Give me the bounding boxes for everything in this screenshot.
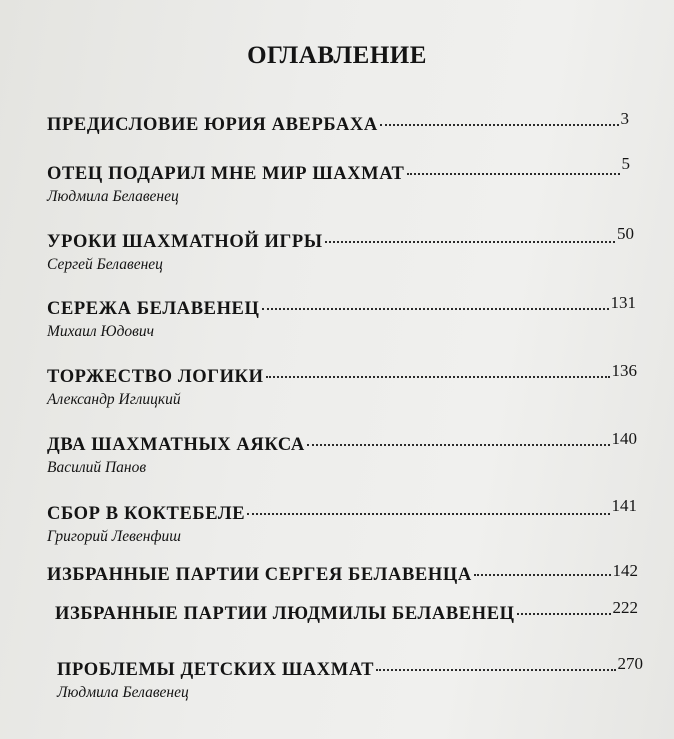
toc-page-number: 136 <box>611 361 637 380</box>
toc-entry <box>55 598 638 625</box>
dot-leader <box>247 513 609 515</box>
toc-heading: СБОР В КОКТЕБЕЛЕ <box>47 504 246 524</box>
toc-entry <box>47 496 637 546</box>
dot-leader <box>262 308 609 310</box>
toc-entry <box>47 429 637 477</box>
toc-entry <box>57 654 643 702</box>
toc-entry <box>47 561 638 586</box>
dot-leader <box>474 574 611 576</box>
toc-heading: ОТЕЦ ПОДАРИЛ МНЕ МИР ШАХМАТ <box>47 164 405 184</box>
toc-page-number: 3 <box>620 109 629 128</box>
dot-leader <box>380 124 619 126</box>
toc-page-number: 141 <box>611 496 637 515</box>
page-title: ОГЛАВЛЕНИЕ <box>247 42 427 69</box>
toc-heading: ПРОБЛЕМЫ ДЕТСКИХ ШАХМАТ <box>57 660 375 680</box>
toc-author: Василий Панов <box>47 459 147 476</box>
dot-leader <box>517 613 611 615</box>
dot-leader <box>266 376 610 378</box>
toc-heading: ИЗБРАННЫЕ ПАРТИИ СЕРГЕЯ БЕЛАВЕНЦА <box>47 565 472 585</box>
toc-page-number: 140 <box>611 429 637 448</box>
toc-heading: СЕРЕЖА БЕЛАВЕНЕЦ <box>47 299 260 319</box>
toc-entry <box>47 361 637 409</box>
toc-heading: ДВА ШАХМАТНЫХ АЯКСА <box>47 435 305 455</box>
dot-leader <box>307 444 610 446</box>
toc-entry <box>47 109 629 136</box>
toc-author: Сергей Белавенец <box>47 256 163 273</box>
toc-page-number: 142 <box>612 561 638 580</box>
toc-entry <box>47 293 636 341</box>
toc-entry <box>47 224 634 274</box>
toc-author: Александр Иглицкий <box>47 391 181 408</box>
toc-author: Григорий Левенфиш <box>47 528 181 545</box>
toc-heading: ПРЕДИСЛОВИЕ ЮРИЯ АВЕРБАХА <box>47 115 378 135</box>
toc-entry <box>47 154 630 206</box>
dot-leader <box>407 173 620 175</box>
toc-page-number: 222 <box>612 598 638 617</box>
toc-heading: ИЗБРАННЫЕ ПАРТИИ ЛЮДМИЛЫ БЕЛАВЕНЕЦ <box>55 604 515 624</box>
dot-leader <box>325 241 615 243</box>
toc-page-number: 5 <box>621 154 630 173</box>
toc-author: Людмила Белавенец <box>57 684 189 701</box>
toc-heading: ТОРЖЕСТВО ЛОГИКИ <box>47 367 264 387</box>
toc-author: Михаил Юдович <box>47 323 155 340</box>
dot-leader <box>376 669 615 671</box>
toc-author: Людмила Белавенец <box>47 188 179 205</box>
toc-page-number: 50 <box>617 224 634 243</box>
toc-page-number: 131 <box>610 293 636 312</box>
toc-heading: УРОКИ ШАХМАТНОЙ ИГРЫ <box>47 232 323 252</box>
toc-page-number: 270 <box>617 654 643 673</box>
